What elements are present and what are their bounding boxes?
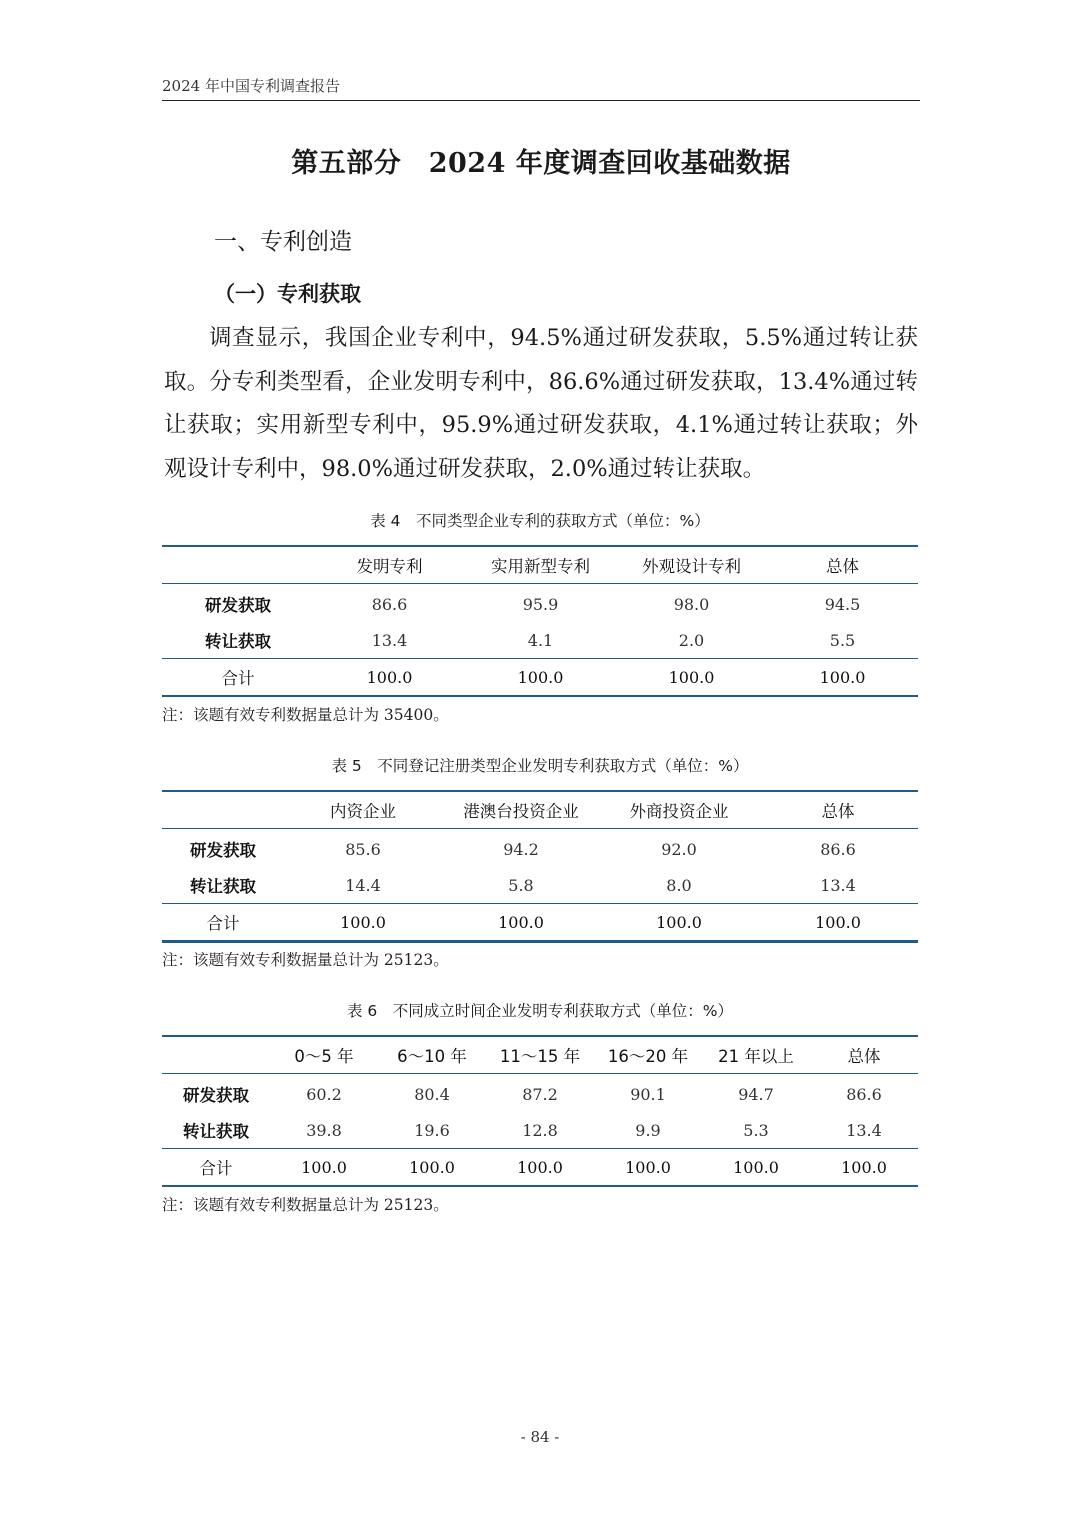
- table-cell: 100.0: [767, 659, 918, 697]
- table-cell: 100.0: [284, 904, 442, 942]
- column-header: 实用新型专利: [465, 546, 616, 584]
- table-cell: 100.0: [702, 1149, 810, 1187]
- table-6: [162, 1035, 918, 1187]
- table-cell: 14.4: [345, 875, 381, 895]
- table-total-row: [162, 1149, 918, 1187]
- column-header: 港澳台投资企业: [442, 791, 600, 829]
- table-header-row: [162, 1036, 918, 1074]
- column-header: [162, 791, 284, 829]
- table-cell: 100.0: [270, 1149, 378, 1187]
- table-header-row: [162, 791, 918, 829]
- column-header: 0～5 年: [270, 1036, 378, 1074]
- table-cell: 2.0: [678, 630, 705, 650]
- table-cell: 12.8: [522, 1120, 558, 1140]
- row-label: 合计: [162, 1149, 270, 1187]
- table-4: [162, 545, 918, 697]
- column-header: 外商投资企业: [600, 791, 758, 829]
- table-cell: 100.0: [758, 904, 918, 942]
- column-header: 发明专利: [314, 546, 465, 584]
- table-6-note: 注：该题有效专利数据量总计为 25123。: [162, 1196, 449, 1214]
- section-heading: 一、专利创造: [214, 229, 352, 255]
- table-cell: 100.0: [314, 659, 465, 697]
- running-header: 2024 年中国专利调查报告: [162, 76, 920, 101]
- page-number: - 84 -: [520, 1428, 560, 1446]
- table-cell: 5.5: [829, 630, 856, 650]
- table-cell: 90.1: [630, 1084, 666, 1104]
- table-cell: 19.6: [414, 1120, 450, 1140]
- column-header: 外观设计专利: [616, 546, 767, 584]
- table-cell: 5.3: [743, 1120, 769, 1140]
- table-cell: 13.4: [820, 875, 856, 895]
- column-header: 11～15 年: [486, 1036, 594, 1074]
- table-cell: 13.4: [371, 630, 408, 650]
- table-cell: 100.0: [486, 1149, 594, 1187]
- column-header: 16～20 年: [594, 1036, 702, 1074]
- part-title: 第五部分 2024 年度调查回收基础数据: [291, 148, 791, 179]
- table-5: [162, 790, 918, 943]
- table-cell: 100.0: [810, 1149, 918, 1187]
- table-cell: 86.6: [371, 594, 408, 614]
- table-row: [162, 622, 918, 659]
- table-cell: 87.2: [522, 1084, 558, 1104]
- table-row: [162, 867, 918, 904]
- table-total-row: [162, 904, 918, 942]
- table-cell: 95.9: [522, 594, 559, 614]
- table-cell: 13.4: [846, 1120, 882, 1140]
- table-4-note: 注：该题有效专利数据量总计为 35400。: [162, 706, 449, 724]
- table-cell: 8.0: [666, 875, 692, 895]
- table-cell: 100.0: [594, 1149, 702, 1187]
- table-total-row: [162, 659, 918, 697]
- row-label: 研发获取: [205, 596, 271, 615]
- column-header: [162, 1036, 270, 1074]
- table-cell: 100.0: [616, 659, 767, 697]
- row-label: 转让获取: [183, 1122, 249, 1141]
- table-5-note: 注：该题有效专利数据量总计为 25123。: [162, 951, 449, 969]
- column-header: 内资企业: [284, 791, 442, 829]
- row-label: 研发获取: [183, 1086, 249, 1105]
- table-cell: 92.0: [661, 839, 697, 859]
- table-cell: 4.1: [527, 630, 554, 650]
- table-row: [162, 1112, 918, 1149]
- table-cell: 100.0: [600, 904, 758, 942]
- table-4-caption: 表 4 不同类型企业专利的获取方式（单位：%）: [370, 512, 710, 530]
- table-5-caption: 表 5 不同登记注册类型企业发明专利获取方式（单位：%）: [331, 757, 749, 775]
- column-header: 总体: [767, 546, 918, 584]
- column-header: 21 年以上: [702, 1036, 810, 1074]
- row-label: 合计: [162, 904, 284, 942]
- table-cell: 100.0: [442, 904, 600, 942]
- table-cell: 100.0: [465, 659, 616, 697]
- table-row: [162, 1074, 918, 1113]
- table-header-row: [162, 546, 918, 584]
- column-header: 总体: [758, 791, 918, 829]
- table-cell: 86.6: [846, 1084, 882, 1104]
- row-label: 合计: [162, 659, 314, 697]
- table-cell: 94.2: [503, 839, 539, 859]
- row-label: 转让获取: [205, 632, 271, 651]
- table-cell: 98.0: [673, 594, 710, 614]
- column-header: 总体: [810, 1036, 918, 1074]
- row-label: 研发获取: [190, 841, 256, 860]
- table-cell: 60.2: [306, 1084, 342, 1104]
- table-cell: 39.8: [306, 1120, 342, 1140]
- table-row: [162, 584, 918, 623]
- table-cell: 85.6: [345, 839, 381, 859]
- table-6-caption: 表 6 不同成立时间企业发明专利获取方式（单位：%）: [346, 1002, 734, 1020]
- column-header: 6～10 年: [378, 1036, 486, 1074]
- table-cell: 100.0: [378, 1149, 486, 1187]
- table-row: [162, 829, 918, 868]
- table-cell: 80.4: [414, 1084, 450, 1104]
- row-label: 转让获取: [190, 877, 256, 896]
- table-cell: 86.6: [820, 839, 856, 859]
- subsection-heading: （一）专利获取: [214, 282, 361, 306]
- table-cell: 5.8: [508, 875, 534, 895]
- body-paragraph: 调查显示，我国企业专利中，94.5%通过研发获取，5.5%通过转让获取。分专利类型看，企业发明专利中，86.6%通过研发获取，13.4%通过转让获取；实用新型专利中，95.9%通过研发获取，4.1%通过转让获取；外观设计专利中，98.0%通过研发获取，2.0%通过转让获取。: [164, 325, 918, 482]
- table-cell: 94.5: [824, 594, 861, 614]
- column-header: [162, 546, 314, 584]
- table-cell: 94.7: [738, 1084, 774, 1104]
- table-cell: 9.9: [635, 1120, 661, 1140]
